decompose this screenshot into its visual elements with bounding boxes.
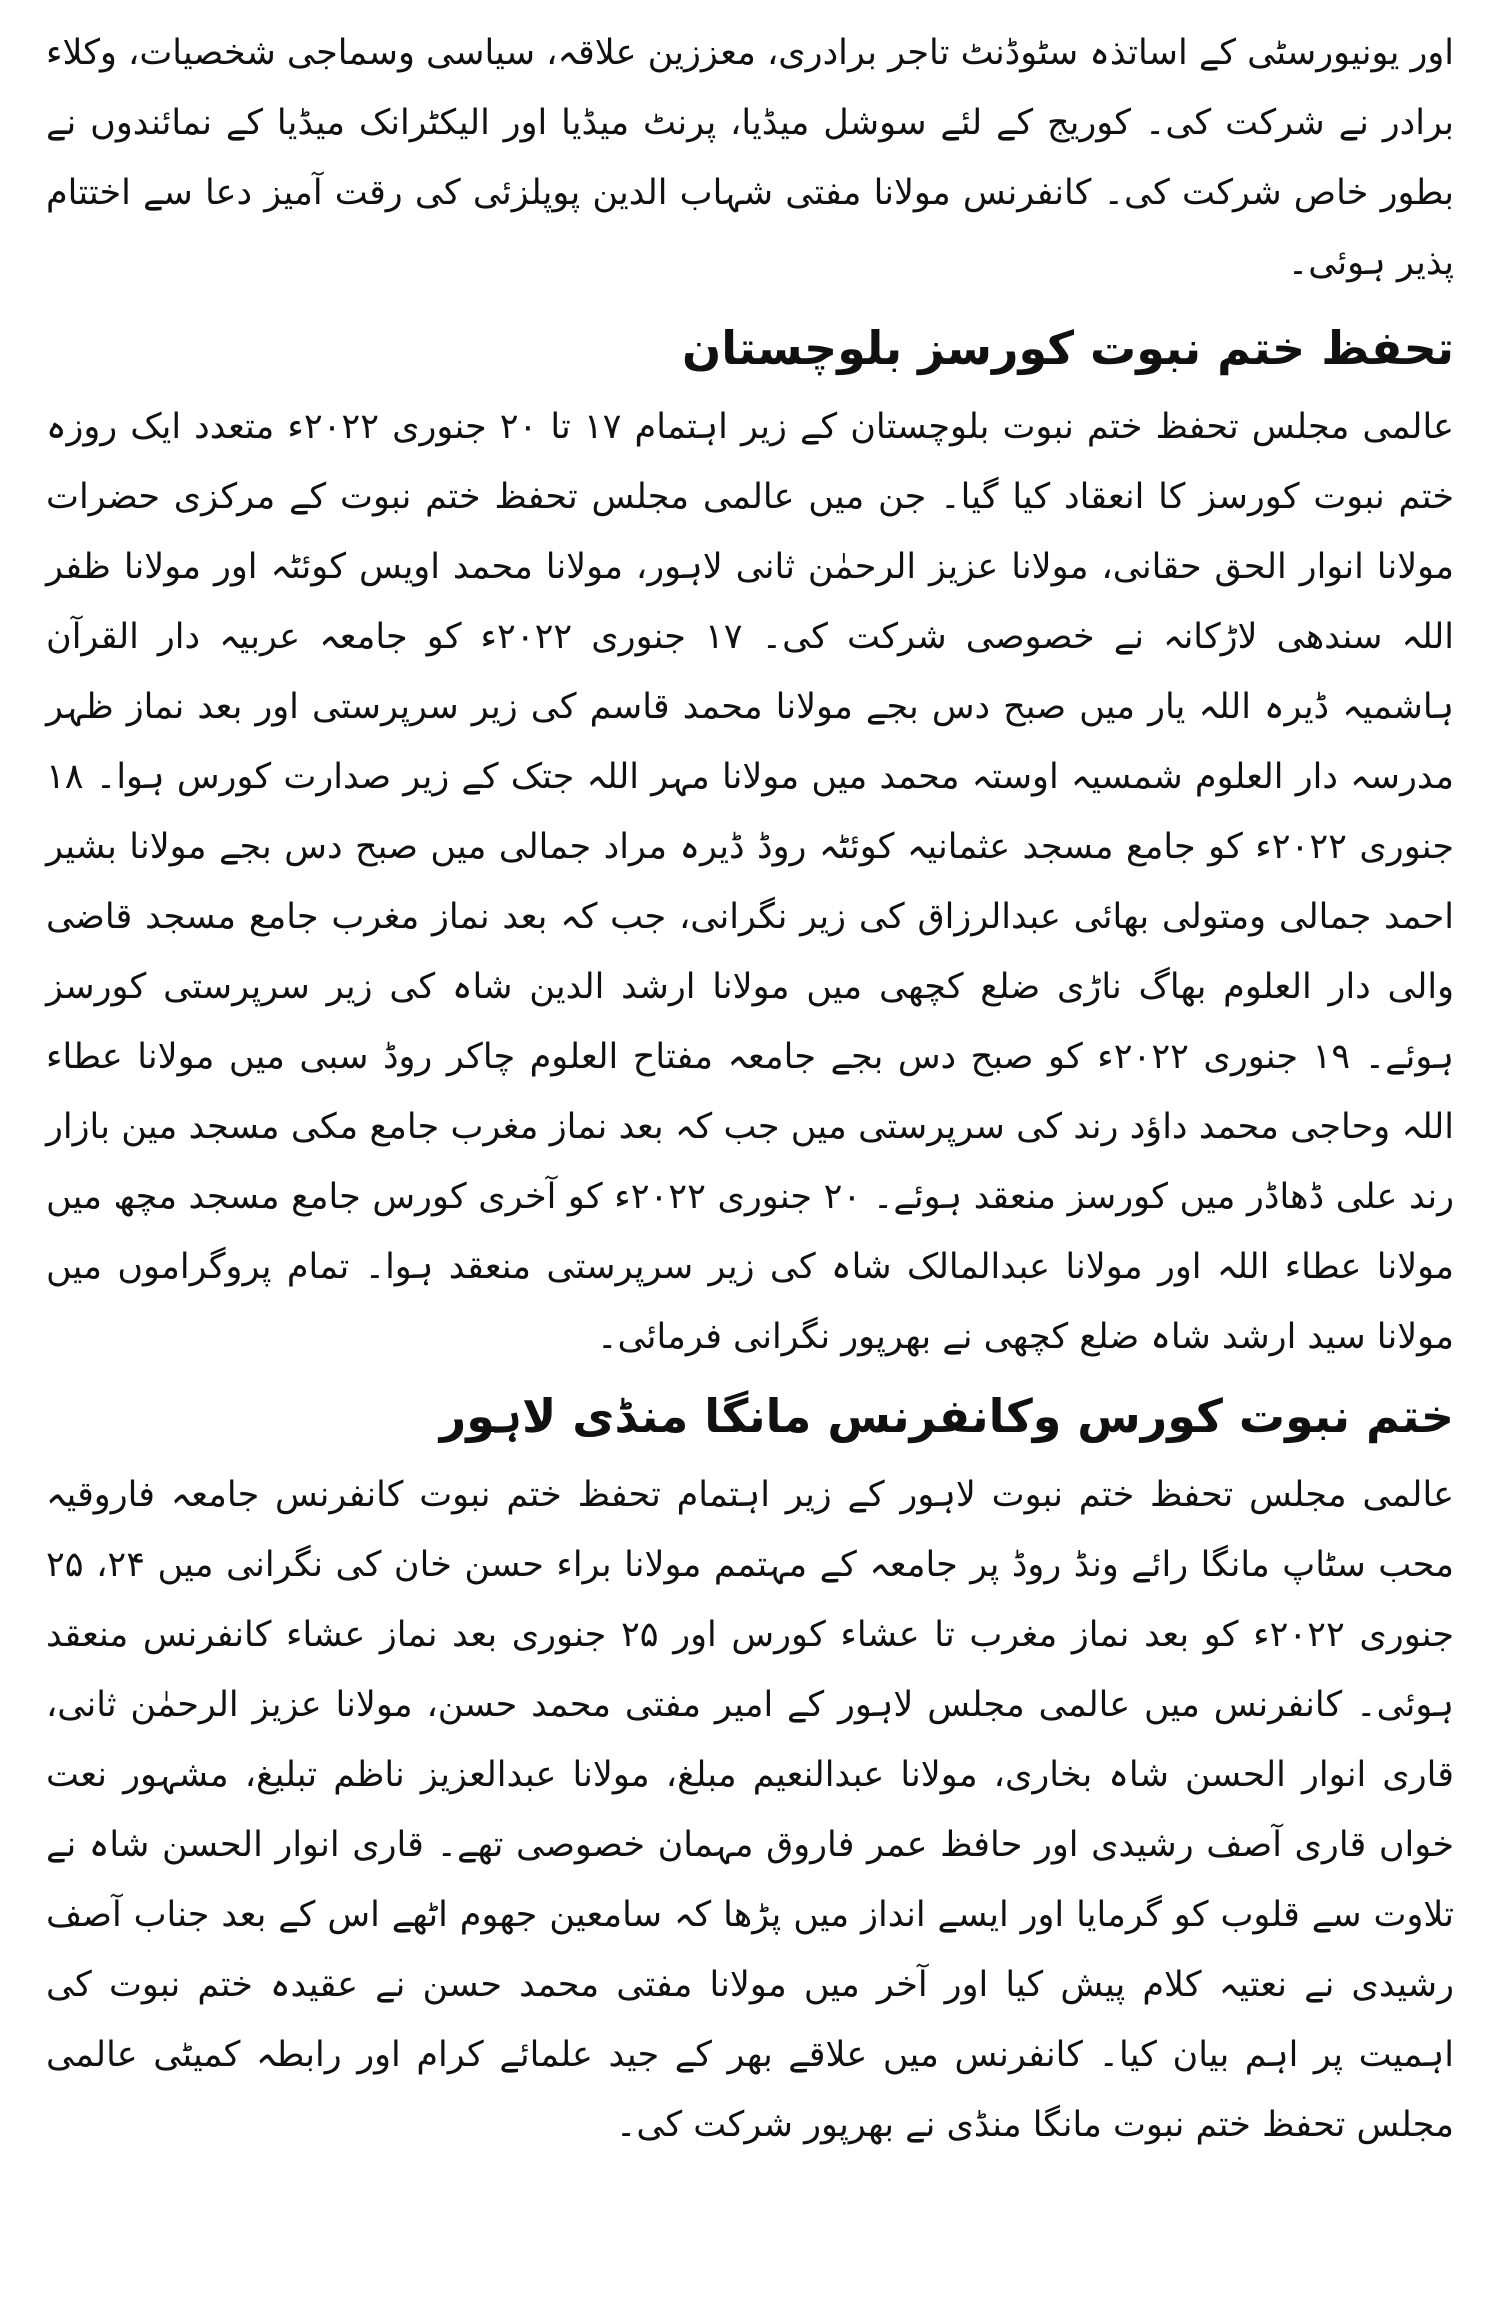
- balochistan-paragraph: عالمی مجلس تحفظ ختم نبوت بلوچستان کے زیر اہتمام ۱۷ تا ۲۰ جنوری ۲۰۲۲ء متعدد ایک روزہ ختم نبوت کورسز کا انعقاد کیا گیا۔ جن میں عالمی مجلس تحفظ ختم نبوت کے مرکزی حضرات مولانا انوار الحق حقانی، مولانا عزیز الرحمٰن ثانی لاہور، مولانا محمد اویس کوئٹہ اور مولانا ظفر اللہ سندھی لاڑکانہ نے خصوصی شرکت کی۔ ۱۷ جنوری ۲۰۲۲ء کو جامعہ عربیہ دار القرآن ہاشمیہ ڈیرہ اللہ یار میں صبح دس بجے مولانا محمد قاسم کی زیر سرپرستی اور بعد نماز ظہر مدرسہ دار العلوم شمسیہ اوستہ محمد میں مولانا مہر اللہ جتک کے زیر صدارت کورس ہوا۔ ۱۸ جنوری ۲۰۲۲ء کو جامع مسجد عثمانیہ کوئٹہ روڈ ڈیرہ مراد جمالی میں صبح دس بجے مولانا بشیر احمد جمالی ومتولی بھائی عبدالرزاق کی زیر نگرانی، جب کہ بعد نماز مغرب جامع مسجد قاضی والی دار العلوم بھاگ ناڑی ضلع کچھی میں مولانا ارشد الدین شاہ کی زیر سرپرستی کورسز ہوئے۔ ۱۹ جنوری ۲۰۲۲ء کو صبح دس بجے جامعہ مفتاح العلوم چاکر روڈ سبی میں مولانا عطاء اللہ وحاجی محمد داؤد رند کی سرپرستی میں جب کہ بعد نماز مغرب جامع مکی مسجد مین بازار رند علی ڈھاڈر میں کورسز منعقد ہوئے۔ ۲۰ جنوری ۲۰۲۲ء کو آخری کورس جامع مسجد مچھ میں مولانا عطاء اللہ اور مولانا عبدالمالک شاہ کی زیر سرپرستی منعقد ہوا۔ تمام پروگراموں میں مولانا سید ارشد شاہ ضلع کچھی نے بھرپور نگرانی فرمائی۔: [46, 407, 1454, 1357]
- intro-paragraph: اور یونیورسٹی کے اساتذہ سٹوڈنٹ تاجر برادری، معززین علاقہ، سیاسی وسماجی شخصیات، وکلاء برادر نے شرکت کی۔ کوریج کے لئے سوشل میڈیا، پرنٹ میڈیا اور الیکٹرانک میڈیا کے نمائندوں نے بطور خاص شرکت کی۔ کانفرنس مولانا مفتی شہاب الدین پوپلزئی کی رقت آمیز دعا سے اختتام پذیر ہوئی۔: [46, 33, 1454, 283]
- lahore-paragraph: عالمی مجلس تحفظ ختم نبوت لاہور کے زیر اہتمام تحفظ ختم نبوت کانفرنس جامعہ فاروقیہ محب سٹاپ مانگا رائے ونڈ روڈ پر جامعہ کے مہتمم مولانا براء حسن خان کی نگرانی میں ۲۴، ۲۵ جنوری ۲۰۲۲ء کو بعد نماز مغرب تا عشاء کورس اور ۲۵ جنوری بعد نماز عشاء کانفرنس منعقد ہوئی۔ کانفرنس میں عالمی مجلس لاہور کے امیر مفتی محمد حسن، مولانا عزیز الرحمٰن ثانی، قاری انوار الحسن شاہ بخاری، مولانا عبدالنعیم مبلغ، مولانا عبدالعزیز ناظم تبلیغ، مشہور نعت خواں قاری آصف رشیدی اور حافظ عمر فاروق مہمان خصوصی تھے۔ قاری انوار الحسن شاہ نے تلاوت سے قلوب کو گرمایا اور ایسے انداز میں پڑھا کہ سامعین جھوم اٹھے اس کے بعد جناب آصف رشیدی نے نعتیہ کلام پیش کیا اور آخر میں مولانا مفتی محمد حسن نے عقیدہ ختم نبوت کی اہمیت پر اہم بیان کیا۔ کانفرنس میں علاقے بھر کے جید علمائے کرام اور رابطہ کمیٹی عالمی مجلس تحفظ ختم نبوت مانگا منڈی نے بھرپور شرکت کی۔: [46, 1475, 1455, 2145]
- section-heading-balochistan: تحفظ ختم نبوت کورسز بلوچستان: [681, 321, 1454, 375]
- section-heading-lahore: ختم نبوت کورس وکانفرنس مانگا منڈی لاہور: [439, 1389, 1454, 1443]
